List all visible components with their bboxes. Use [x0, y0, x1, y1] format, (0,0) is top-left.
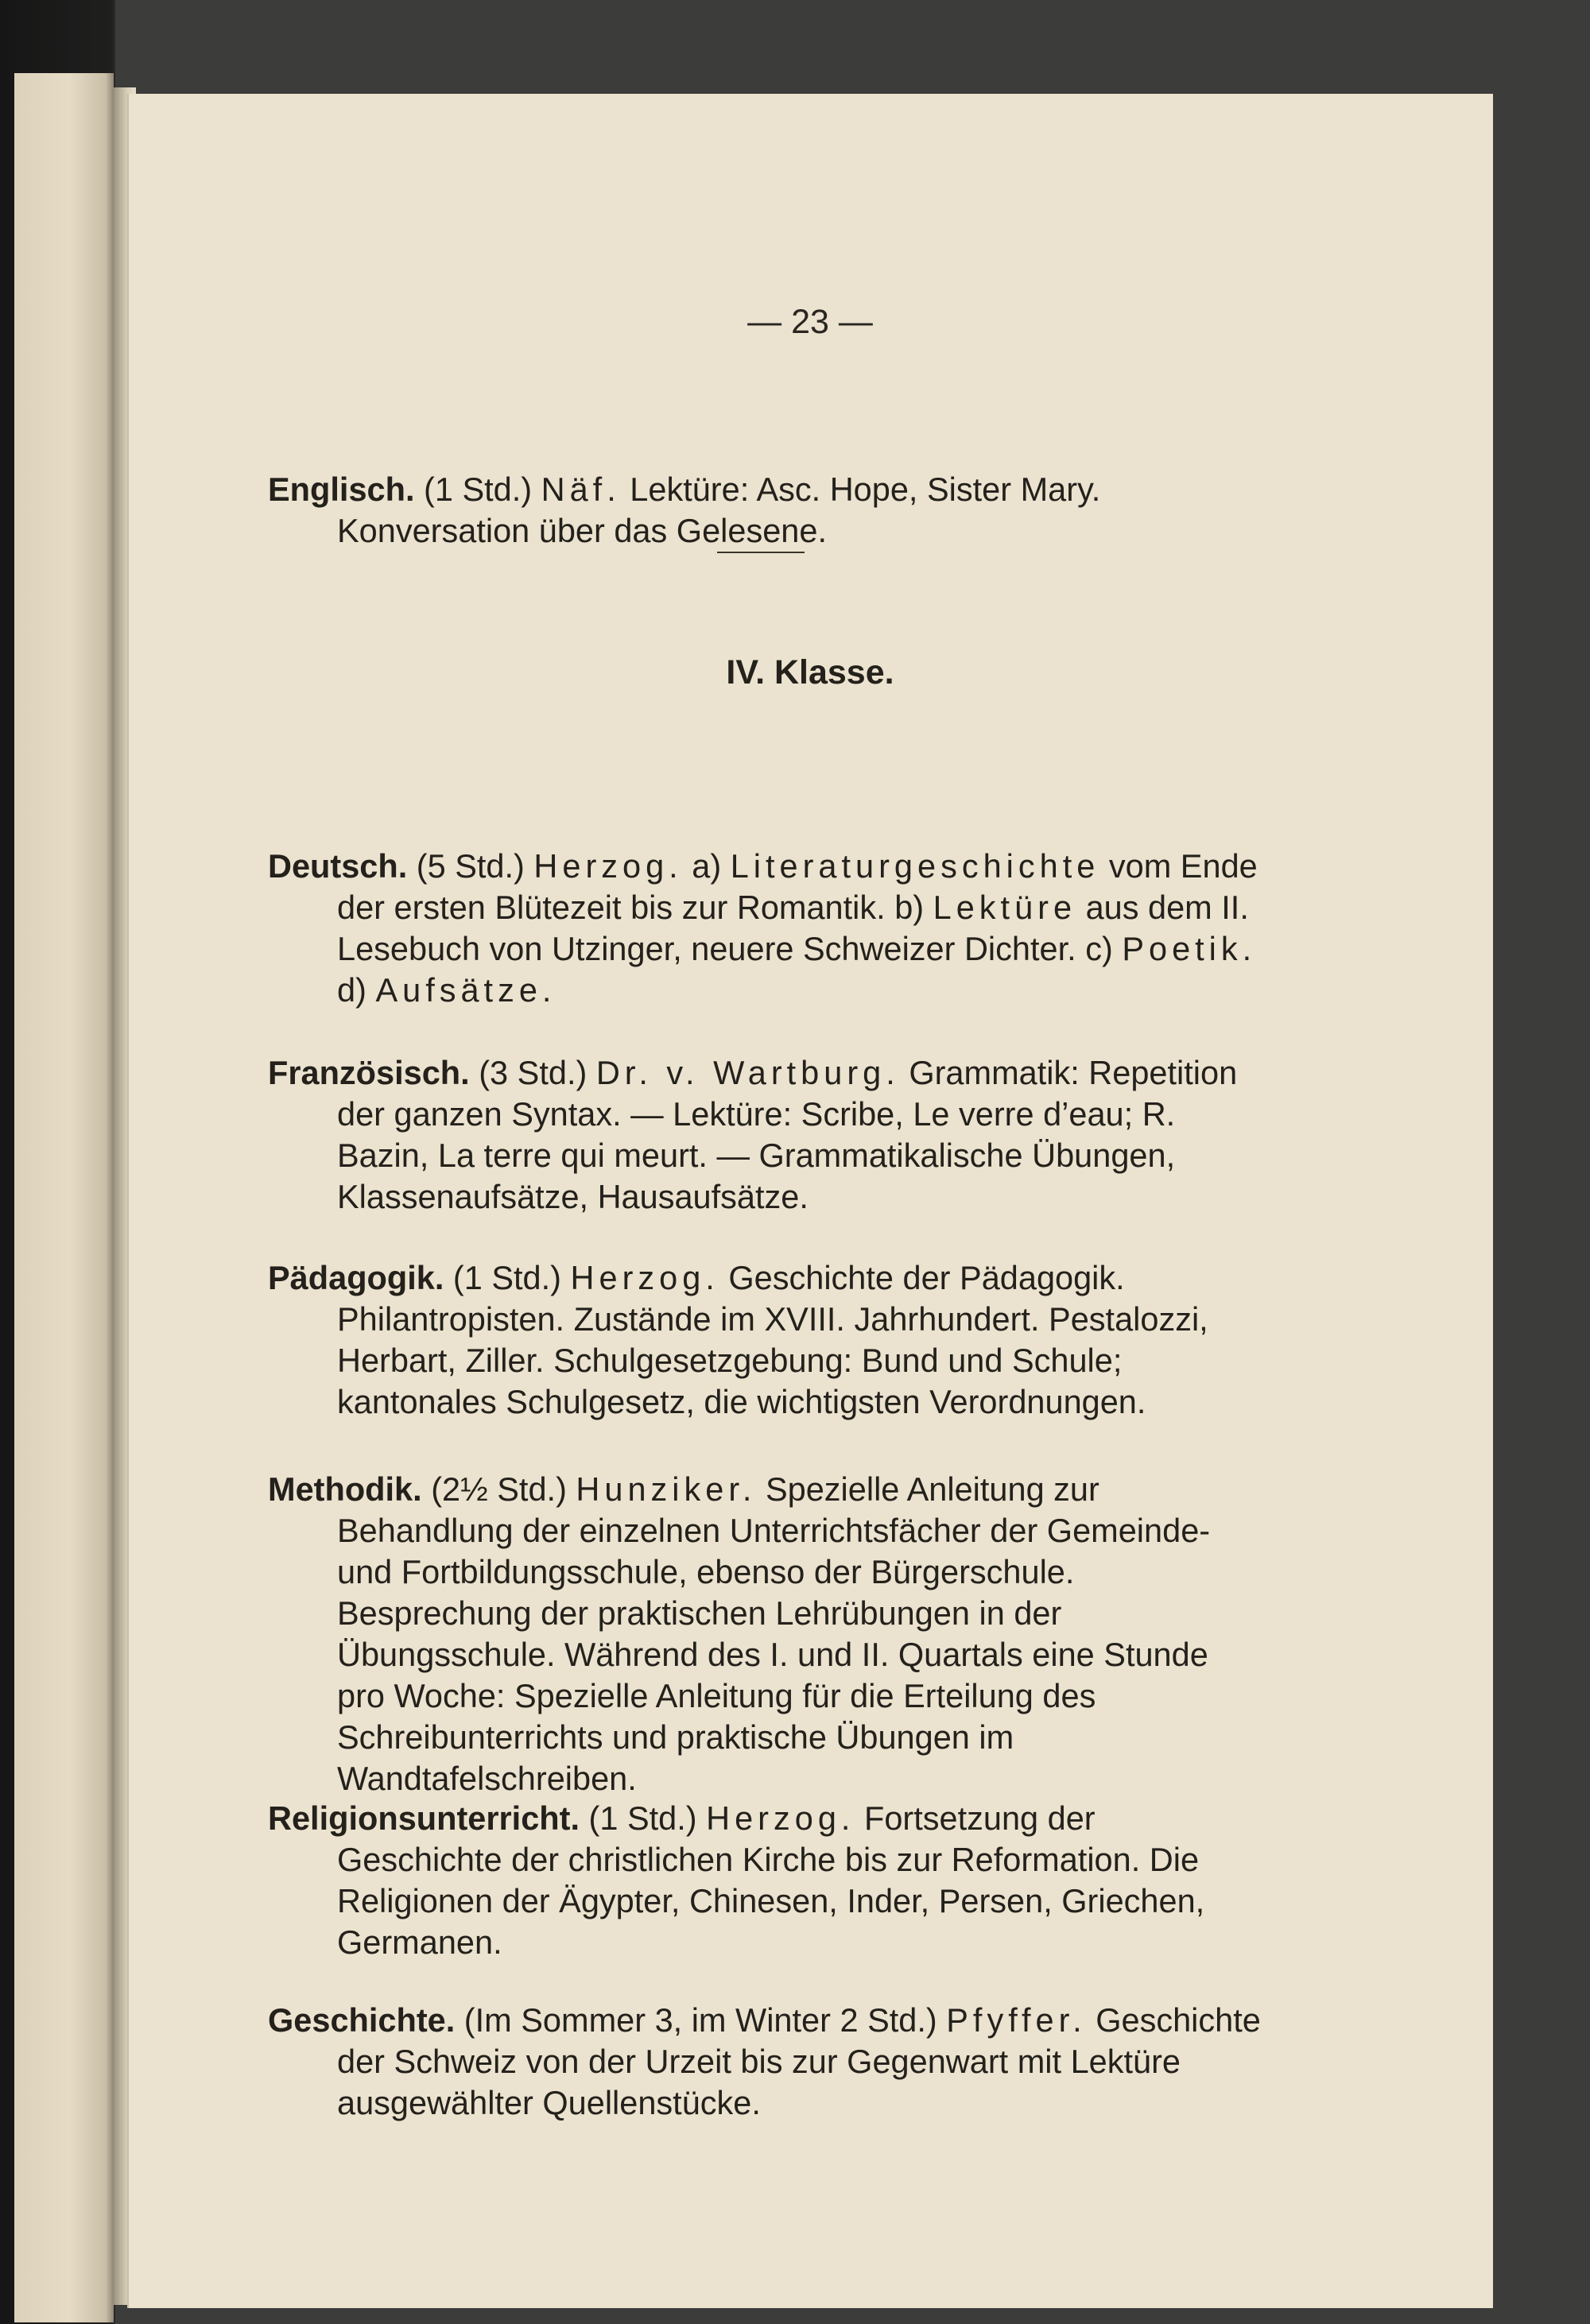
entry-text: Lektüre: Asc. Hope, Sister Mary. Konversation über das Gelesene. — [337, 471, 1101, 549]
teacher: Herzog. — [570, 1259, 719, 1296]
hours: (5 Std.) — [416, 847, 525, 885]
subject-label: Religionsunterricht. — [268, 1799, 580, 1837]
subject-label: Deutsch. — [268, 847, 408, 885]
section-divider — [717, 552, 805, 553]
hours: (1 Std.) — [588, 1799, 697, 1837]
spaced-term: Lektüre — [933, 889, 1077, 926]
teacher: Dr. v. Wartburg. — [595, 1054, 900, 1091]
hours: (3 Std.) — [479, 1054, 588, 1091]
subject-label: Pädagogik. — [268, 1259, 444, 1296]
item-marker: a) — [692, 847, 722, 885]
hours: (1 Std.) — [452, 1259, 561, 1296]
entry-englisch — [268, 469, 1262, 552]
teacher: Herzog. — [706, 1799, 855, 1837]
spaced-term: Aufsätze. — [375, 971, 556, 1009]
entry-text: aus dem II. Lesebuch von Utzinger, neuere Schweizer Dichter. — [337, 889, 1249, 967]
entry-text: Grammatik: Repetition der ganzen Syntax. — Lektüre: Scribe, Le verre d’eau; R. Bazin, La terre qui meurt. — Grammatikalische Übungen, Klassenaufsätze, Hausaufsätze. — [337, 1054, 1238, 1215]
entry-franzoesisch — [268, 1052, 1262, 1218]
spaced-term: Poetik. — [1122, 930, 1257, 967]
hours: (1 Std.) — [424, 471, 533, 508]
entry-text: Spezielle Anleitung zur Behandlung der einzelnen Unterrichtsfächer der Gemeinde- und Fortbildungsschule, ebenso der Bürgerschule. Besprechung der praktischen Lehrübungen in der Übungsschule. Während des I. und II. Quartals eine Stunde pro Woche: Spezielle Anleitung für die Erteilung des Schreibunterrichts und praktische Übungen im Wandtafelschreiben. — [337, 1470, 1211, 1797]
page-number: — 23 — — [747, 303, 873, 341]
item-marker: c) — [1085, 930, 1113, 967]
section-heading: IV. Klasse. — [726, 653, 894, 691]
hours: (Im Sommer 3, im Winter 2 Std.) — [463, 2001, 937, 2039]
entry-text: vom Ende der ersten Blütezeit bis zur Romantik. — [337, 847, 1258, 926]
entry-methodik — [268, 1469, 1262, 1799]
subject-label: Methodik. — [268, 1470, 422, 1508]
hours: (2½ Std.) — [431, 1470, 567, 1508]
entry-text: Geschichte der Pädagogik. Philantropisten. Zustände im XVIII. Jahrhundert. Pestalozzi, Herbart, Ziller. Schulgesetzgebung: Bund und Schule; kantonales Schulgesetz, die wichtigsten Verordnungen. — [337, 1259, 1208, 1420]
entry-paedagogik — [268, 1257, 1262, 1423]
item-marker: d) — [337, 971, 366, 1009]
teacher: Hunziker. — [576, 1470, 757, 1508]
teacher: Herzog. — [533, 847, 683, 885]
book-page — [127, 94, 1493, 2308]
left-page-edge — [14, 73, 114, 2322]
item-marker: b) — [894, 889, 925, 926]
entry-deutsch — [268, 846, 1262, 1011]
teacher: Näf. — [541, 471, 621, 508]
spaced-term: Literaturgeschichte — [730, 847, 1100, 885]
entry-religionsunterricht — [268, 1798, 1262, 1963]
subject-label: Englisch. — [268, 471, 415, 508]
entry-text: Fortsetzung der Geschichte der christlichen Kirche bis zur Reformation. Die Religionen der Ägypter, Chinesen, Inder, Persen, Griechen, Germanen. — [337, 1799, 1205, 1961]
entry-geschichte — [268, 2000, 1262, 2124]
subject-label: Französisch. — [268, 1054, 470, 1091]
entry-text: Geschichte der Schweiz von der Urzeit bis zur Gegenwart mit Lektüre ausgewählter Quellenstücke. — [337, 2001, 1261, 2121]
subject-label: Geschichte. — [268, 2001, 456, 2039]
teacher: Pfyffer. — [946, 2001, 1087, 2039]
